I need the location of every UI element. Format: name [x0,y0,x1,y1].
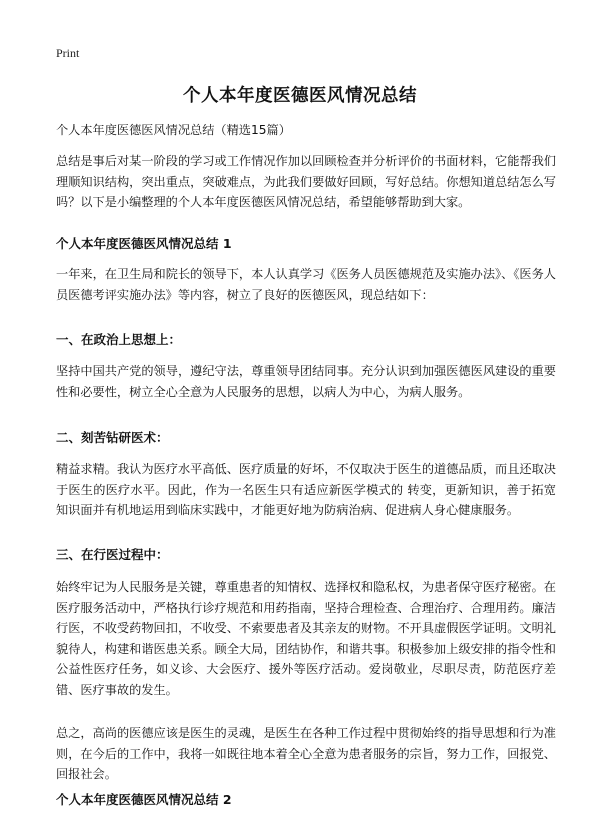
point-2-paragraph: 精益求精。我认为医疗水平高低、医疗质量的好坏，不仅取决于医生的道德品质，而且还取决于医生的医疗水平。因此，作为一名医生只有适应新医学模式的 转变，更新知识，善于拓宽知识面并有机地运用到临床实践中，才能更好地为防病治病、促进病人身心健康服务。 [56,462,556,517]
point-3-heading: 三、在行医过程中： [56,547,169,562]
point-1-heading: 一、在政治上思想上： [56,332,182,347]
conclusion-paragraph: 总之，高尚的医德应该是医生的灵魂，是医生在各种工作过程中贯彻始终的指导思想和行为准则，在今后的工作中，我将一如既往地本着全心全意为患者服务的宗旨，努力工作，回报党、回报社会。 [56,726,556,781]
section-1-heading: 个人本年度医德医风情况总结 1 [56,236,232,251]
point-3-paragraph: 始终牢记为人民服务是关键，尊重患者的知情权、选择权和隐私权，为患者保守医疗秘密。在医疗服务活动中，严格执行诊疗规范和用药指南，坚持合理检查、合理治疗、合理用药。廉洁行医，不收受药物回扣，不收受、不索要患者及其亲友的财物。不开具虚假医学证明。文明礼貌待人，构建和谐医患关系。顾全大局，团结协作，和谐共事。积极参加上级安排的指令性和公益性医疗任务，如义诊、大会医疗、援外等医疗活动。爱岗敬业，尽职尽责，防范医疗差错、医疗事故的发生。 [56,580,556,697]
section-1-intro-paragraph: 一年来，在卫生局和院长的领导下，本人认真学习《医务人员医德规范及实施办法》、《医务人员医德考评实施办法》等内容，树立了良好的医德医风，现总结如下： [56,267,556,302]
page-title: 个人本年度医德医风情况总结 [183,86,417,106]
point-1-paragraph: 坚持中国共产党的领导，遵纪守法，尊重领导团结同事。充分认识到加强医德医风建设的重要性和必要性，树立全心全意为人民服务的思想，以病人为中心，为病人服务。 [56,364,556,399]
print-link[interactable]: Print [56,46,80,60]
intro-paragraph: 总结是事后对某一阶段的学习或工作情况作加以回顾检查并分析评价的书面材料，它能帮我们理顺知识结构，突出重点，突破难点，为此我们要做好回顾，写好总结。你想知道总结怎么写吗？以下是小编整理的个人本年度医德医风情况总结，希望能够帮助到大家。 [56,154,556,209]
subtitle: 个人本年度医德医风情况总结（精选15篇） [56,123,291,137]
section-2-heading: 个人本年度医德医风情况总结 2 [56,792,232,807]
point-2-heading: 二、刻苦钻研医术： [56,430,169,445]
